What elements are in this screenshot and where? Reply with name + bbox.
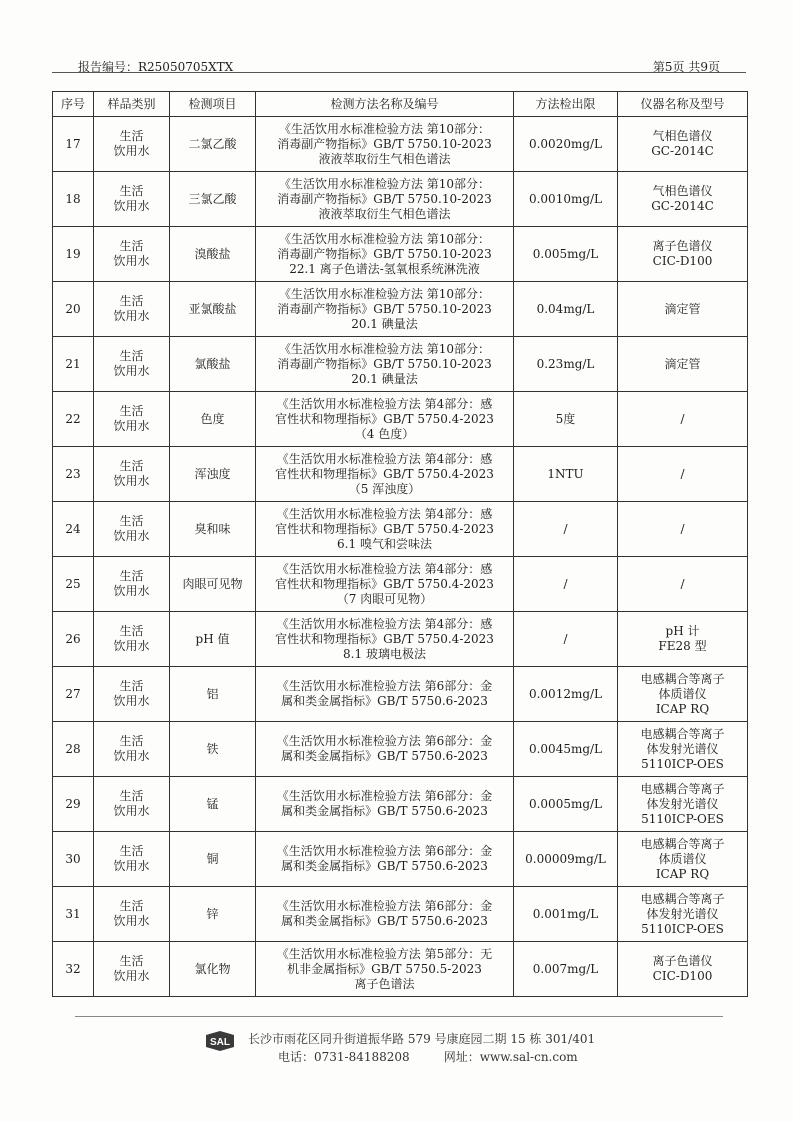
sal-logo-icon [203, 1030, 237, 1052]
col-header-category: 样品类别 [94, 92, 170, 117]
cell-no: 18 [53, 172, 94, 227]
table-row [53, 667, 748, 722]
cell-limit: 0.0005mg/L [514, 777, 618, 832]
footer-address: 长沙市雨花区同升街道振华路 579 号康庭园二期 15 栋 301/401 [248, 1032, 596, 1046]
cell-instrument: / [618, 392, 748, 447]
test-method-table [52, 91, 748, 997]
footer-phone: 电话：0731-84188208 [278, 1050, 410, 1064]
footer-website: 网址：www.sal-cn.com [443, 1050, 578, 1064]
cell-category: 生活 饮用水 [94, 337, 170, 392]
cell-no: 21 [53, 337, 94, 392]
cell-no: 31 [53, 887, 94, 942]
cell-limit: 0.0020mg/L [514, 117, 618, 172]
cell-instrument: 滴定管 [618, 337, 748, 392]
cell-method: 《生活饮用水标准检验方法 第6部分：金 属和类金属指标》GB/T 5750.6-2023 [256, 722, 514, 777]
cell-limit: 0.23mg/L [514, 337, 618, 392]
col-header-instrument: 仪器名称及型号 [618, 92, 748, 117]
footer [248, 1030, 648, 1066]
cell-method: 《生活饮用水标准检验方法 第6部分：金 属和类金属指标》GB/T 5750.6-2023 [256, 777, 514, 832]
cell-item: 锌 [170, 887, 256, 942]
cell-method: 《生活饮用水标准检验方法 第4部分：感 官性状和物理指标》GB/T 5750.4-2023 8.1 玻璃电极法 [256, 612, 514, 667]
cell-instrument: / [618, 447, 748, 502]
cell-category: 生活 饮用水 [94, 887, 170, 942]
cell-category: 生活 饮用水 [94, 392, 170, 447]
cell-instrument: / [618, 502, 748, 557]
cell-limit: 0.0010mg/L [514, 172, 618, 227]
cell-instrument: 电感耦合等离子 体发射光谱仪 5110ICP-OES [618, 722, 748, 777]
cell-category: 生活 饮用水 [94, 777, 170, 832]
report-header [78, 55, 720, 73]
col-header-item: 检测项目 [170, 92, 256, 117]
table-row [53, 172, 748, 227]
cell-method: 《生活饮用水标准检验方法 第4部分：感 官性状和物理指标》GB/T 5750.4-2023 （5 浑浊度） [256, 447, 514, 502]
table-row [53, 832, 748, 887]
cell-no: 20 [53, 282, 94, 337]
table-row [53, 392, 748, 447]
cell-item: 溴酸盐 [170, 227, 256, 282]
cell-method: 《生活饮用水标准检验方法 第10部分： 消毒副产物指标》GB/T 5750.10-2023 22.1 离子色谱法-氢氧根系统淋洗液 [256, 227, 514, 282]
report-number: 报告编号：R25050705XTX [78, 60, 234, 74]
cell-category: 生活 饮用水 [94, 667, 170, 722]
table-row [53, 502, 748, 557]
cell-limit: 0.00009mg/L [514, 832, 618, 887]
cell-no: 22 [53, 392, 94, 447]
cell-item: 色度 [170, 392, 256, 447]
cell-no: 23 [53, 447, 94, 502]
cell-item: 铝 [170, 667, 256, 722]
cell-instrument: 电感耦合等离子 体质谱仪 ICAP RQ [618, 667, 748, 722]
cell-method: 《生活饮用水标准检验方法 第10部分： 消毒副产物指标》GB/T 5750.10-2023 液液萃取衍生气相色谱法 [256, 117, 514, 172]
cell-limit: / [514, 557, 618, 612]
cell-method: 《生活饮用水标准检验方法 第5部分：无 机非金属指标》GB/T 5750.5-2023 离子色谱法 [256, 942, 514, 997]
cell-method: 《生活饮用水标准检验方法 第6部分：金 属和类金属指标》GB/T 5750.6-2023 [256, 832, 514, 887]
cell-instrument: 气相色谱仪 GC-2014C [618, 172, 748, 227]
cell-no: 29 [53, 777, 94, 832]
cell-no: 27 [53, 667, 94, 722]
cell-category: 生活 饮用水 [94, 282, 170, 337]
table-row [53, 337, 748, 392]
page-indicator: 第5页 共9页 [652, 60, 720, 74]
cell-method: 《生活饮用水标准检验方法 第4部分：感 官性状和物理指标》GB/T 5750.4-2023 （7 肉眼可见物） [256, 557, 514, 612]
cell-category: 生活 饮用水 [94, 832, 170, 887]
cell-no: 25 [53, 557, 94, 612]
cell-method: 《生活饮用水标准检验方法 第6部分：金 属和类金属指标》GB/T 5750.6-2023 [256, 887, 514, 942]
table-body [53, 117, 748, 997]
col-header-limit: 方法检出限 [514, 92, 618, 117]
cell-item: 氯化物 [170, 942, 256, 997]
cell-limit: 0.0045mg/L [514, 722, 618, 777]
cell-limit: 0.005mg/L [514, 227, 618, 282]
cell-item: 三氯乙酸 [170, 172, 256, 227]
cell-no: 28 [53, 722, 94, 777]
cell-limit: 0.001mg/L [514, 887, 618, 942]
cell-limit: 0.0012mg/L [514, 667, 618, 722]
cell-category: 生活 饮用水 [94, 722, 170, 777]
cell-item: 锰 [170, 777, 256, 832]
table-row [53, 117, 748, 172]
cell-item: 二氯乙酸 [170, 117, 256, 172]
cell-limit: / [514, 612, 618, 667]
cell-item: 铁 [170, 722, 256, 777]
cell-no: 19 [53, 227, 94, 282]
cell-method: 《生活饮用水标准检验方法 第10部分： 消毒副产物指标》GB/T 5750.10-2023 液液萃取衍生气相色谱法 [256, 172, 514, 227]
cell-item: 肉眼可见物 [170, 557, 256, 612]
cell-instrument: 气相色谱仪 GC-2014C [618, 117, 748, 172]
cell-instrument: 电感耦合等离子 体发射光谱仪 5110ICP-OES [618, 887, 748, 942]
cell-item: 氯酸盐 [170, 337, 256, 392]
cell-category: 生活 饮用水 [94, 557, 170, 612]
cell-no: 17 [53, 117, 94, 172]
cell-item: 铜 [170, 832, 256, 887]
cell-instrument: 离子色谱仪 CIC-D100 [618, 942, 748, 997]
cell-method: 《生活饮用水标准检验方法 第4部分：感 官性状和物理指标》GB/T 5750.4-2023 6.1 嗅气和尝味法 [256, 502, 514, 557]
cell-limit: / [514, 502, 618, 557]
cell-category: 生活 饮用水 [94, 172, 170, 227]
cell-item: 亚氯酸盐 [170, 282, 256, 337]
cell-item: 浑浊度 [170, 447, 256, 502]
col-header-no: 序号 [53, 92, 94, 117]
cell-item: 臭和味 [170, 502, 256, 557]
table-header-row [53, 92, 748, 117]
cell-instrument: 滴定管 [618, 282, 748, 337]
table-row [53, 557, 748, 612]
cell-instrument: 离子色谱仪 CIC-D100 [618, 227, 748, 282]
cell-limit: 0.04mg/L [514, 282, 618, 337]
table-row [53, 612, 748, 667]
table-row [53, 777, 748, 832]
footer-divider [75, 1016, 723, 1017]
table-row [53, 227, 748, 282]
header-divider [52, 72, 746, 73]
logo-text: SAL [210, 1037, 230, 1048]
cell-method: 《生活饮用水标准检验方法 第10部分： 消毒副产物指标》GB/T 5750.10-2023 20.1 碘量法 [256, 282, 514, 337]
cell-category: 生活 饮用水 [94, 942, 170, 997]
cell-category: 生活 饮用水 [94, 612, 170, 667]
cell-category: 生活 饮用水 [94, 117, 170, 172]
table-row [53, 887, 748, 942]
cell-no: 24 [53, 502, 94, 557]
cell-instrument: / [618, 557, 748, 612]
cell-method: 《生活饮用水标准检验方法 第10部分： 消毒副产物指标》GB/T 5750.10-2023 20.1 碘量法 [256, 337, 514, 392]
cell-category: 生活 饮用水 [94, 227, 170, 282]
table-row [53, 722, 748, 777]
cell-instrument: 电感耦合等离子 体质谱仪 ICAP RQ [618, 832, 748, 887]
cell-item: pH 值 [170, 612, 256, 667]
table-row [53, 942, 748, 997]
cell-no: 30 [53, 832, 94, 887]
cell-limit: 1NTU [514, 447, 618, 502]
table-row [53, 447, 748, 502]
cell-limit: 5度 [514, 392, 618, 447]
cell-category: 生活 饮用水 [94, 502, 170, 557]
cell-instrument: pH 计 FE28 型 [618, 612, 748, 667]
table-row [53, 282, 748, 337]
footer-contact [278, 1048, 648, 1066]
cell-limit: 0.007mg/L [514, 942, 618, 997]
cell-method: 《生活饮用水标准检验方法 第6部分：金 属和类金属指标》GB/T 5750.6-2023 [256, 667, 514, 722]
cell-no: 32 [53, 942, 94, 997]
col-header-method: 检测方法名称及编号 [256, 92, 514, 117]
cell-method: 《生活饮用水标准检验方法 第4部分：感 官性状和物理指标》GB/T 5750.4-2023 （4 色度） [256, 392, 514, 447]
cell-instrument: 电感耦合等离子 体发射光谱仪 5110ICP-OES [618, 777, 748, 832]
cell-no: 26 [53, 612, 94, 667]
cell-category: 生活 饮用水 [94, 447, 170, 502]
